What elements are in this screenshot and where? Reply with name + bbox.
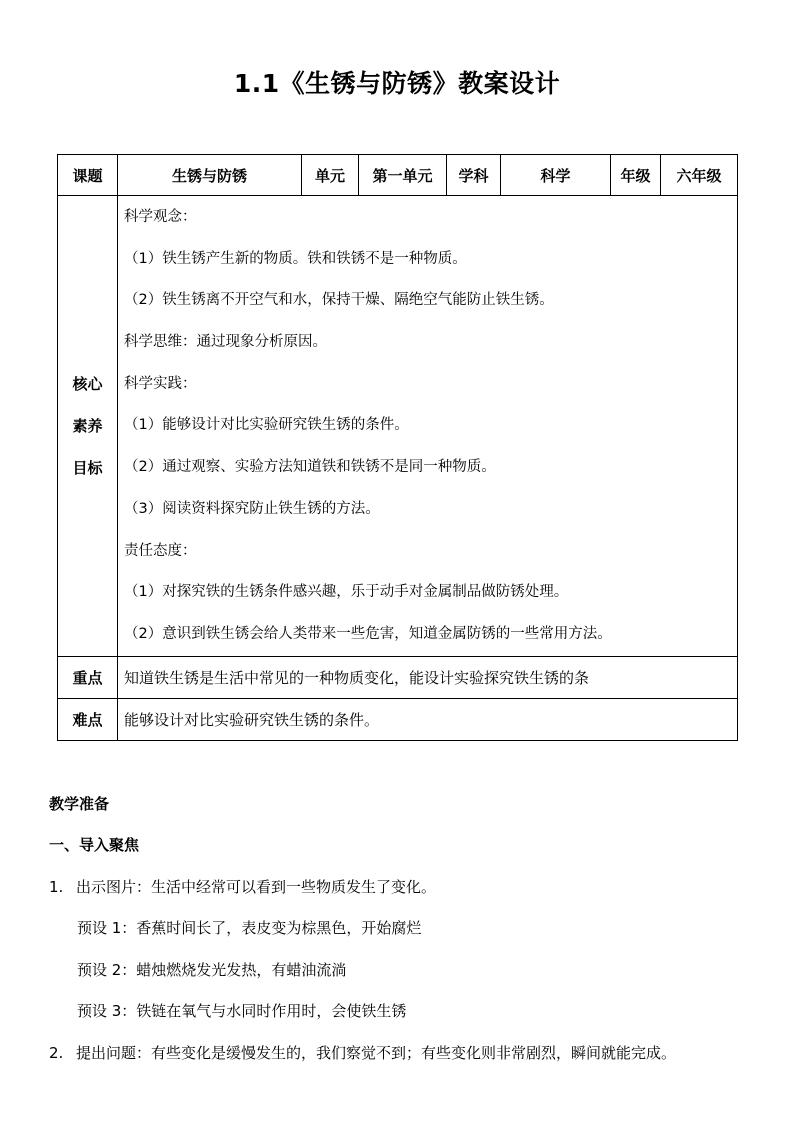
difficulty-row [58, 698, 738, 740]
goals-label-line: 核心 [72, 374, 103, 393]
grade-label: 年级 [611, 155, 661, 196]
subject-label: 学科 [447, 155, 501, 196]
key-point-row [58, 656, 738, 698]
unit-label: 单元 [302, 155, 359, 196]
subject-value: 科学 [501, 155, 611, 196]
list-item-number: 1. [49, 878, 64, 896]
list-item-text: 出示图片：生活中经常可以看到一些物质发生了变化。 [76, 878, 437, 896]
list-item-number: 2. [49, 1044, 64, 1062]
list-item [49, 1042, 676, 1063]
goals-content [118, 196, 738, 657]
goals-label-line: 目标 [72, 458, 103, 477]
header-row [58, 155, 738, 196]
unit-value: 第一单元 [359, 155, 447, 196]
goals-label-line: 素养 [72, 416, 103, 435]
preset-line: 预设 1：香蕉时间长了，表皮变为棕黑色，开始腐烂 [77, 919, 422, 937]
lesson-plan-table [57, 154, 738, 741]
preset-line: 预设 2：蜡烛燃烧发光发热，有蜡油流淌 [77, 961, 347, 979]
goal-line: （1）对探究铁的生锈条件感兴趣，乐于动手对金属制品做防锈处理。 [124, 584, 569, 601]
goal-line: （2）通过观察、实验方法知道铁和铁锈不是同一种物质。 [124, 459, 496, 476]
goal-line: 科学实践： [124, 375, 197, 392]
topic-label: 课题 [58, 155, 118, 196]
goal-line: 责任态度： [124, 542, 197, 559]
difficulty-text: 能够设计对比实验研究铁生锈的条件。 [118, 698, 738, 740]
key-point-label: 重点 [58, 656, 118, 698]
goal-line: 科学观念： [124, 209, 197, 225]
difficulty-label: 难点 [58, 698, 118, 740]
goal-line: （1）铁生锈产生新的物质。铁和铁锈不是一种物质。 [124, 250, 467, 267]
list-item-text: 提出问题：有些变化是缓慢发生的，我们察觉不到；有些变化则非常剧烈，瞬间就能完成。 [76, 1044, 677, 1062]
goal-line: （3）阅读资料探究防止铁生锈的方法。 [124, 500, 380, 517]
preset-line: 预设 3：铁链在氧气与水同时作用时，会使铁生锈 [77, 1002, 407, 1020]
goal-line: 科学思维：通过现象分析原因。 [124, 334, 327, 351]
goal-line: （2）意识到铁生锈会给人类带来一些危害，知道金属防锈的一些常用方法。 [124, 625, 612, 642]
goal-line: （1）能够设计对比实验研究铁生锈的条件。 [124, 417, 409, 434]
key-point-text: 知道铁生锈是生活中常见的一种物质变化，能设计实验探究铁生锈的条 [118, 656, 738, 698]
list-item [49, 876, 436, 897]
topic-value: 生锈与防锈 [118, 155, 302, 196]
goals-row [58, 196, 738, 657]
prep-heading: 教学准备 [49, 795, 110, 813]
goals-label [58, 196, 118, 657]
section-heading: 一、导入聚焦 [49, 836, 140, 854]
page-title: 1.1《生锈与防锈》教案设计 [233, 69, 561, 98]
goal-line: （2）铁生锈离不开空气和水，保持干燥、隔绝空气能防止铁生锈。 [124, 292, 554, 309]
grade-value: 六年级 [661, 155, 738, 196]
